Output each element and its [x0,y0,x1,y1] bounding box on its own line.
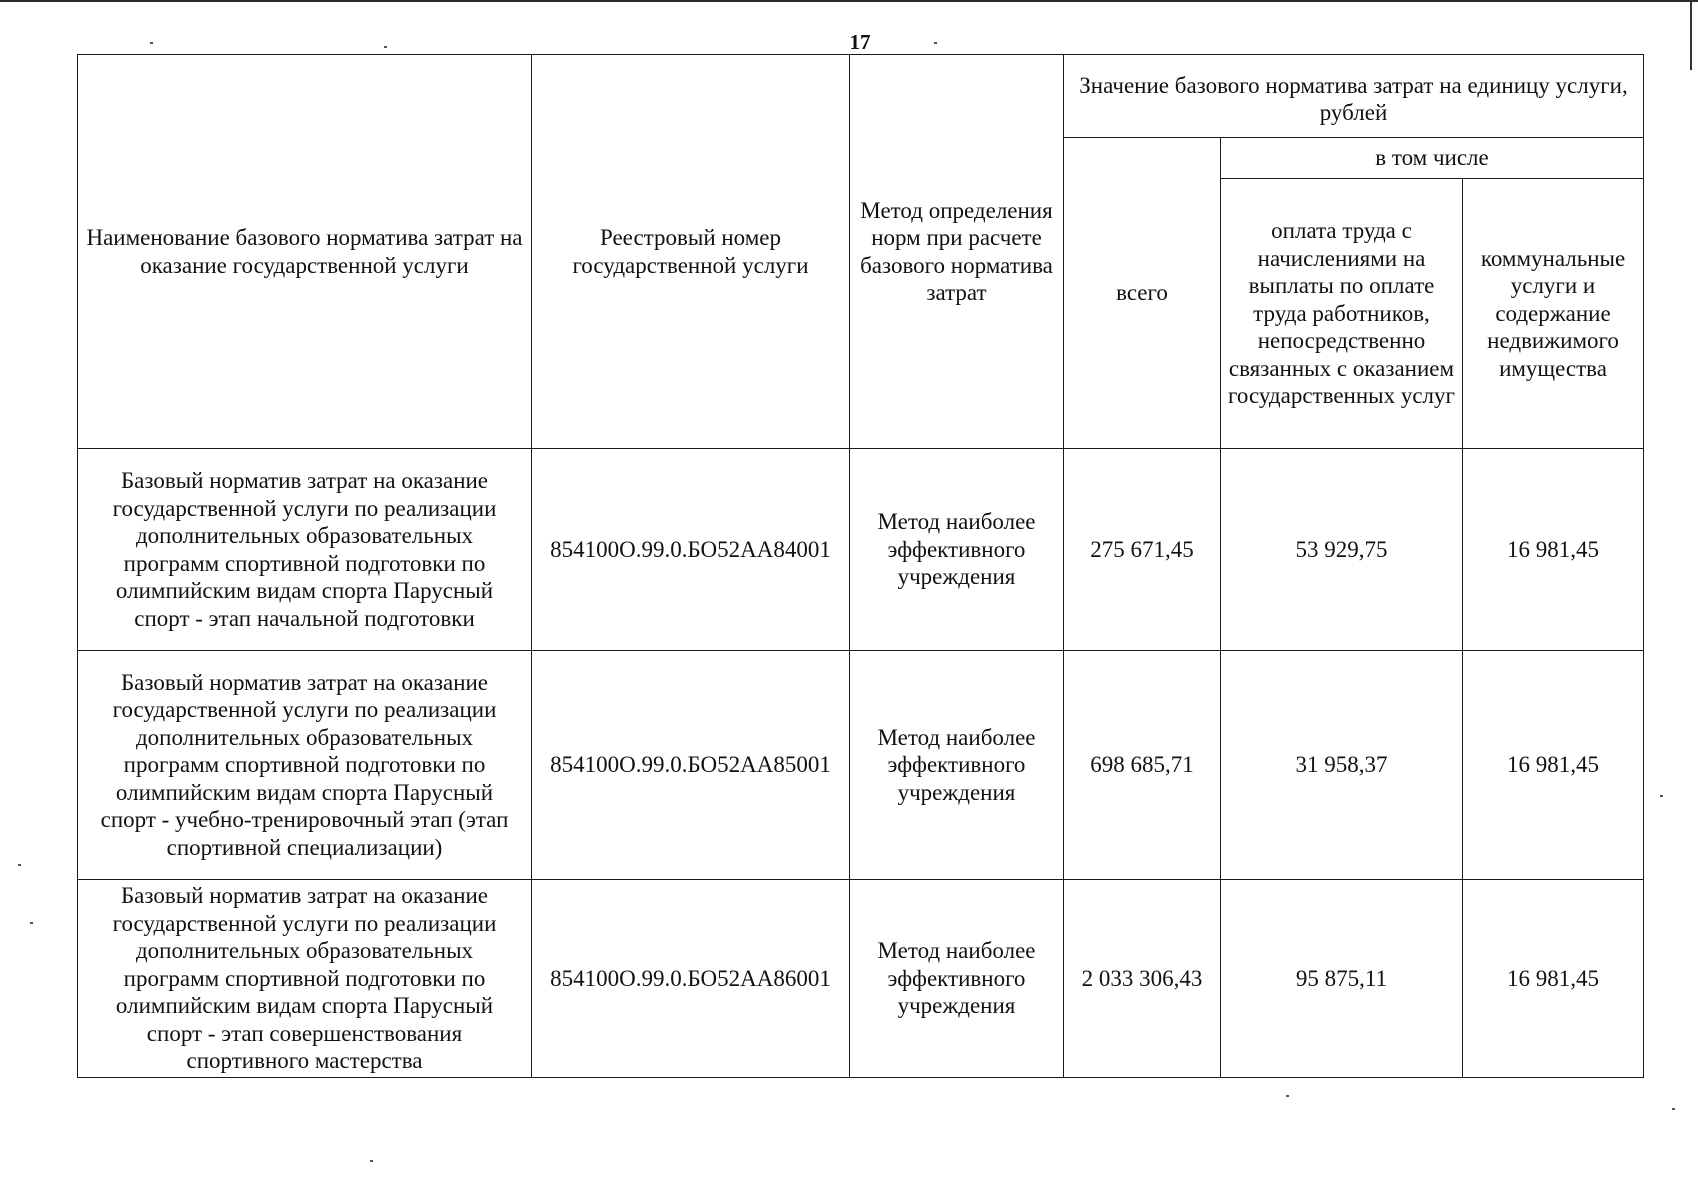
header-utilities: коммунальные услуги и содержание недвижимого имущества [1463,179,1644,449]
scan-speckle [370,1160,373,1162]
cell-labor: 95 875,11 [1221,880,1463,1078]
page-number: 17 [849,30,871,54]
scan-speckle [30,922,33,924]
header-value-group: Значение базового норматива затрат на единицу услуги, рублей [1064,55,1644,138]
cell-labor: 31 958,37 [1221,651,1463,880]
scan-speckle [1672,1108,1675,1110]
cell-total: 275 671,45 [1064,449,1221,651]
cell-name: Базовый норматив затрат на оказание государственной услуги по реализации дополнительных образовательных программ спортивной подготовки по олимпийским видам спорта Парусный спорт - этап начальной подготовки [78,449,532,651]
cell-utilities: 16 981,45 [1463,880,1644,1078]
scan-speckle [1286,1095,1289,1097]
header-registry-number: Реестровый номер государственной услуги [532,55,850,449]
header-total: всего [1064,138,1221,449]
cell-registry-number: 854100О.99.0.БО52АА86001 [532,880,850,1078]
cell-name: Базовый норматив затрат на оказание государственной услуги по реализации дополнительных образовательных программ спортивной подготовки по олимпийским видам спорта Парусный спорт - этап совершенствования спортивного мастерства [78,880,532,1078]
table-row [78,449,1644,651]
header-name: Наименование базового норматива затрат на оказание государственной услуги [78,55,532,449]
scan-speckle [1660,795,1663,797]
header-row-1 [78,55,1644,138]
header-including: в том числе [1221,138,1644,179]
scan-speckle [150,42,153,44]
scan-border-right [1690,0,1692,70]
cell-registry-number: 854100О.99.0.БО52АА85001 [532,651,850,880]
cell-method: Метод наиболее эффективного учреждения [850,651,1064,880]
scan-border-top [0,0,1698,2]
scan-speckle [934,42,937,44]
norms-table [77,54,1644,1078]
cell-registry-number: 854100О.99.0.БО52АА84001 [532,449,850,651]
cell-labor: 53 929,75 [1221,449,1463,651]
cell-total: 2 033 306,43 [1064,880,1221,1078]
table-row [78,880,1644,1078]
header-method: Метод определения норм при расчете базового норматива затрат [850,55,1064,449]
cell-utilities: 16 981,45 [1463,449,1644,651]
cell-method: Метод наиболее эффективного учреждения [850,880,1064,1078]
cell-method: Метод наиболее эффективного учреждения [850,449,1064,651]
header-labor: оплата труда с начислениями на выплаты по оплате труда работников, непосредственно связанных с оказанием государственных услуг [1221,179,1463,449]
scan-speckle [18,864,21,866]
cell-name: Базовый норматив затрат на оказание государственной услуги по реализации дополнительных образовательных программ спортивной подготовки по олимпийским видам спорта Парусный спорт - учебно-тренировочный этап (этап спортивной специализации) [78,651,532,880]
table-row [78,651,1644,880]
scan-speckle [384,46,387,48]
cell-utilities: 16 981,45 [1463,651,1644,880]
cell-total: 698 685,71 [1064,651,1221,880]
